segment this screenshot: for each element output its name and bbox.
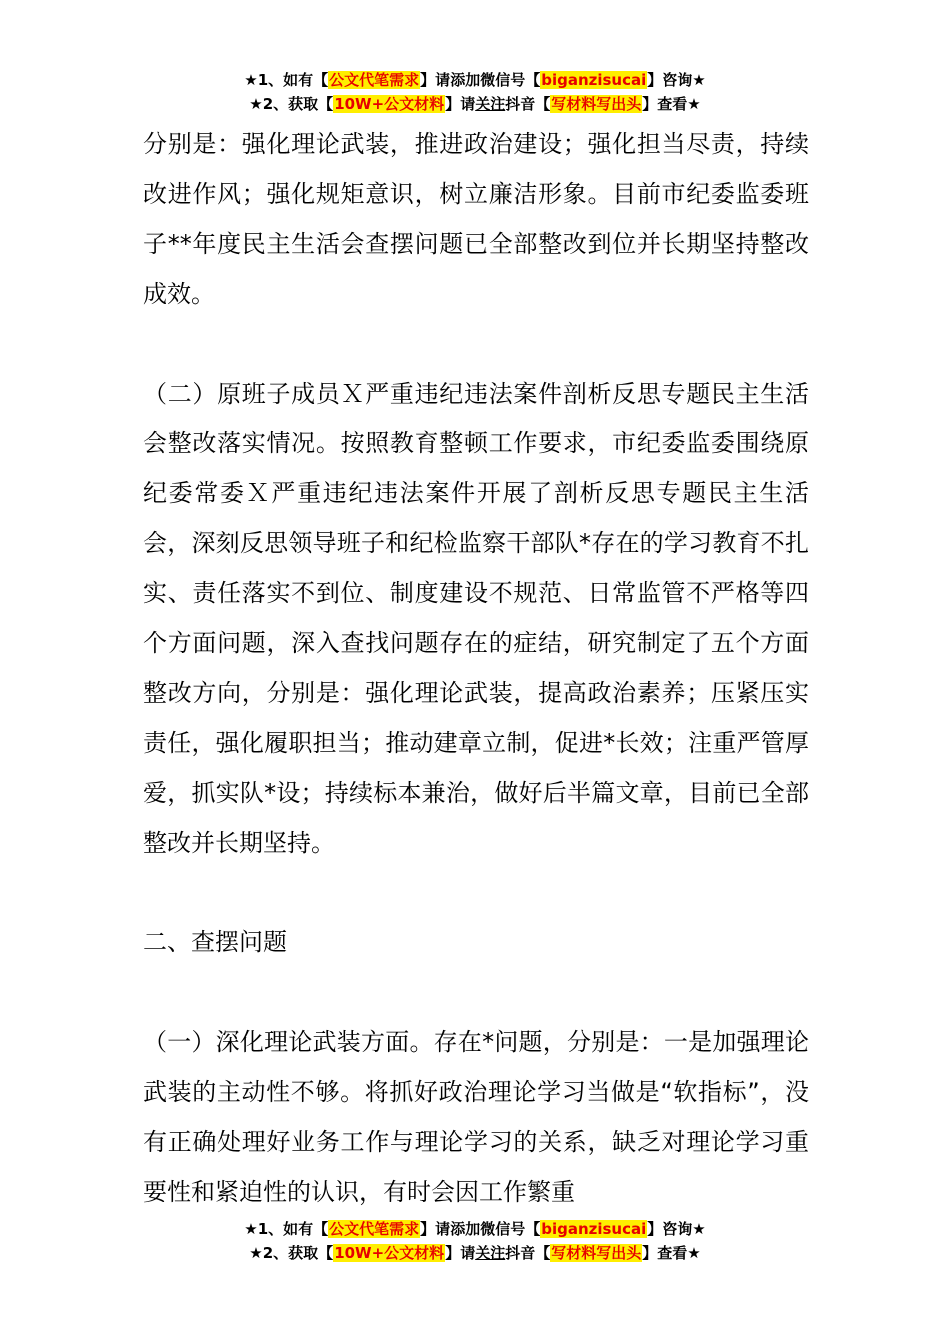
- promo-text: 】请: [445, 1244, 476, 1262]
- promo-text: 微信号【: [480, 1220, 541, 1238]
- promo-text: ★2、获取【: [249, 1244, 334, 1262]
- body-paragraph-3: （一）深化理论武装方面。存在*问题，分别是：一是加强理论武装的主动性不够。将抓好政治理论学习当做是“软指标”，没有正确处理好业务工作与理论学习的关系，缺乏对理论学习重要性和紧迫性的认识，有时会因工作繁重: [143, 1028, 809, 1206]
- promo-text: 】请: [420, 1220, 451, 1238]
- promo-highlight-wechat-id: biganzisucai: [541, 1220, 647, 1238]
- body-paragraph-2: （二）原班子成员Ｘ严重违纪违法案件剖析反思专题民主生活会整改落实情况。按照教育整顿工作要求，市纪委监委围绕原纪委常委Ｘ严重违纪违法案件开展了剖析反思专题民主生活会，深刻反思领导班子和纪检监察干部队*存在的学习教育不扎实、责任落实不到位、制度建设不规范、日常监管不严格等四个方面问题，深入查找问题存在的症结，研究制定了五个方面整改方向，分别是：强化理论武装，提高政治素养；压紧压实责任，强化履职担当；推动建章立制，促进*长效；注重严管厚爱，抓实队*设；持续标本兼治，做好后半篇文章，目前已全部整改并长期坚持。: [143, 379, 809, 857]
- promo-text-follow: 关注: [475, 1244, 506, 1262]
- promo-text: 抖音【: [505, 95, 551, 113]
- promo-text: ★1、如有【: [244, 71, 329, 89]
- header-promo-banner: [0, 68, 950, 116]
- promo-highlight-wechat-id: biganzisucai: [541, 71, 647, 89]
- promo-highlight-writing-service: 公文代笔需求: [329, 1220, 420, 1238]
- body-paragraph-1: 分别是：强化理论武装，推进政治建设；强化担当尽责，持续改进作风；强化规矩意识，树立廉洁形象。目前市纪委监委班子**年度民主生活会查摆问题已全部整改到位并长期坚持整改成效。: [143, 130, 809, 308]
- promo-text-add: 添加: [450, 1220, 481, 1238]
- promo-text: 抖音【: [505, 1244, 551, 1262]
- promo-text: 】咨询★: [647, 71, 706, 89]
- header-promo-line-1: [0, 68, 950, 92]
- promo-highlight-materials: 10W+公文材料: [334, 95, 445, 113]
- paragraph-spacer: [143, 320, 809, 370]
- promo-text: ★1、如有【: [244, 1220, 329, 1238]
- promo-text: 】请: [445, 95, 476, 113]
- header-promo-line-2: [0, 92, 950, 116]
- paragraph-spacer: [143, 869, 809, 919]
- section-heading-2: 二、查摆问题: [143, 928, 287, 957]
- promo-highlight-douyin-account: 写材料写出头: [551, 95, 642, 113]
- promo-text: 】咨询★: [647, 1220, 706, 1238]
- promo-text-add: 添加: [450, 71, 481, 89]
- promo-highlight-douyin-account: 写材料写出头: [551, 1244, 642, 1262]
- promo-text: 微信号【: [480, 71, 541, 89]
- footer-promo-line-2: [0, 1241, 950, 1265]
- promo-text-follow: 关注: [475, 95, 506, 113]
- document-body: [143, 120, 809, 1218]
- footer-promo-banner: [0, 1217, 950, 1265]
- promo-text: 】查看★: [642, 95, 701, 113]
- footer-promo-line-1: [0, 1217, 950, 1241]
- promo-highlight-materials: 10W+公文材料: [334, 1244, 445, 1262]
- promo-text: 】请: [420, 71, 451, 89]
- promo-text: ★2、获取【: [249, 95, 334, 113]
- paragraph-spacer: [143, 968, 809, 1018]
- promo-text: 】查看★: [642, 1244, 701, 1262]
- promo-highlight-writing-service: 公文代笔需求: [329, 71, 420, 89]
